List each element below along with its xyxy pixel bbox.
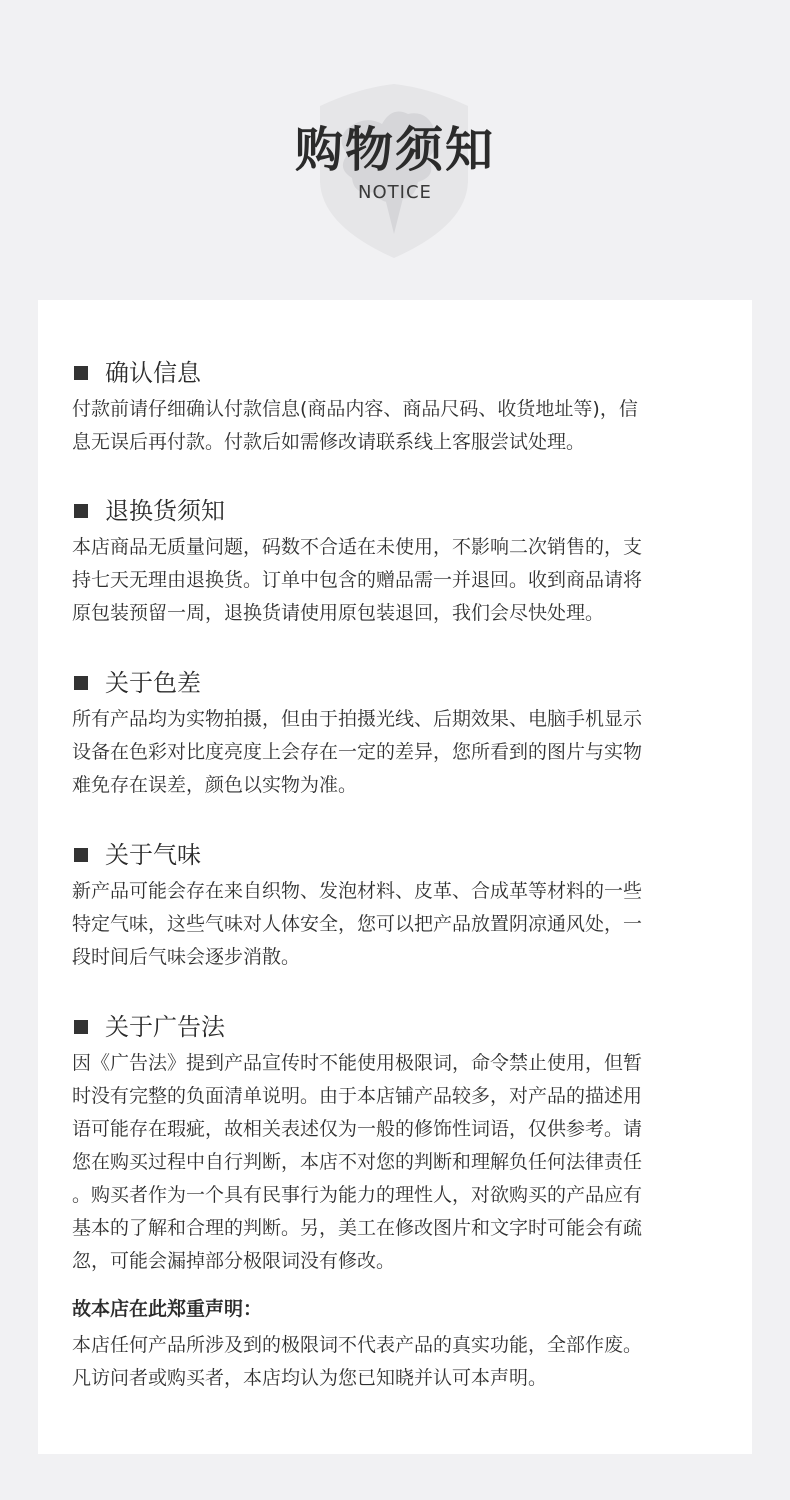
- section-title: 关于色差: [105, 669, 201, 697]
- body-line: 所有产品均为实物拍摄，但由于拍摄光线、后期效果、电脑手机显示: [72, 708, 643, 730]
- section-confirm-info: [72, 355, 732, 459]
- body-line: 设备在色彩对比度亮度上会存在一定的差异，您所看到的图片与实物: [72, 741, 643, 763]
- notice-header: [0, 0, 790, 300]
- body-line: 段时间后气味会逐步消散。: [72, 946, 301, 968]
- section-body: [72, 875, 732, 974]
- body-line: 难免存在误差，颜色以实物为准。: [72, 774, 358, 796]
- body-line: 息无误后再付款。付款后如需修改请联系线上客服尝试处理。: [72, 431, 586, 453]
- square-bullet-icon: [74, 366, 88, 380]
- section-body: [72, 531, 732, 630]
- section-title: 关于气味: [105, 841, 201, 869]
- declaration-title: 故本店在此郑重声明：: [72, 1298, 263, 1320]
- section-body: [72, 1047, 732, 1278]
- square-bullet-icon: [74, 848, 88, 862]
- square-bullet-icon: [74, 504, 88, 518]
- body-line: 。购买者作为一个具有民事行为能力的理性人，对欲购买的产品应有: [72, 1184, 643, 1206]
- body-line: 时没有完整的负面清单说明。由于本店铺产品较多，对产品的描述用: [72, 1085, 643, 1107]
- section-heading: [72, 1009, 732, 1045]
- body-line: 持七天无理由退换货。订单中包含的赠品需一并退回。收到商品请将: [72, 569, 643, 591]
- page-title: 购物须知: [294, 122, 495, 178]
- declaration-body: [72, 1329, 732, 1395]
- body-line: 本店商品无质量问题，码数不合适在未使用，不影响二次销售的，支: [72, 536, 643, 558]
- body-line: 您在购买过程中自行判断，本店不对您的判断和理解负任何法律责任: [72, 1151, 643, 1173]
- body-line: 新产品可能会存在来自织物、发泡材料、皮革、合成革等材料的一些: [72, 880, 643, 902]
- section-heading: [72, 355, 732, 391]
- body-line: 语可能存在瑕疵，故相关表述仅为一般的修饰性词语，仅供参考。请: [72, 1118, 643, 1140]
- section-heading: [72, 493, 732, 529]
- section-title: 关于广告法: [105, 1013, 225, 1041]
- section-heading: [72, 665, 732, 701]
- section-returns: [72, 493, 732, 630]
- body-line: 因《广告法》提到产品宣传时不能使用极限词，命令禁止使用，但暂: [72, 1052, 643, 1074]
- body-line: 本店任何产品所涉及到的极限词不代表产品的真实功能，全部作废。: [72, 1334, 643, 1356]
- section-heading: [72, 837, 732, 873]
- notice-card: [38, 300, 752, 1454]
- section-title: 确认信息: [105, 359, 201, 387]
- section-advertising-law: [72, 1009, 732, 1278]
- body-line: 凡访问者或购买者，本店均认为您已知晓并认可本声明。: [72, 1367, 548, 1389]
- body-line: 忽，可能会漏掉部分极限词没有修改。: [72, 1250, 396, 1272]
- square-bullet-icon: [74, 676, 88, 690]
- declaration: [72, 1293, 732, 1395]
- section-body: [72, 393, 732, 459]
- body-line: 付款前请仔细确认付款信息(商品内容、商品尺码、收货地址等)，信: [72, 398, 638, 420]
- page-subtitle: NOTICE: [358, 182, 432, 203]
- section-odor: [72, 837, 732, 974]
- square-bullet-icon: [74, 1020, 88, 1034]
- body-line: 原包装预留一周，退换货请使用原包装退回，我们会尽快处理。: [72, 602, 605, 624]
- body-line: 特定气味，这些气味对人体安全，您可以把产品放置阴凉通风处，一: [72, 913, 643, 935]
- section-title: 退换货须知: [105, 497, 225, 525]
- section-color-difference: [72, 665, 732, 802]
- section-body: [72, 703, 732, 802]
- body-line: 基本的了解和合理的判断。另，美工在修改图片和文字时可能会有疏: [72, 1217, 643, 1239]
